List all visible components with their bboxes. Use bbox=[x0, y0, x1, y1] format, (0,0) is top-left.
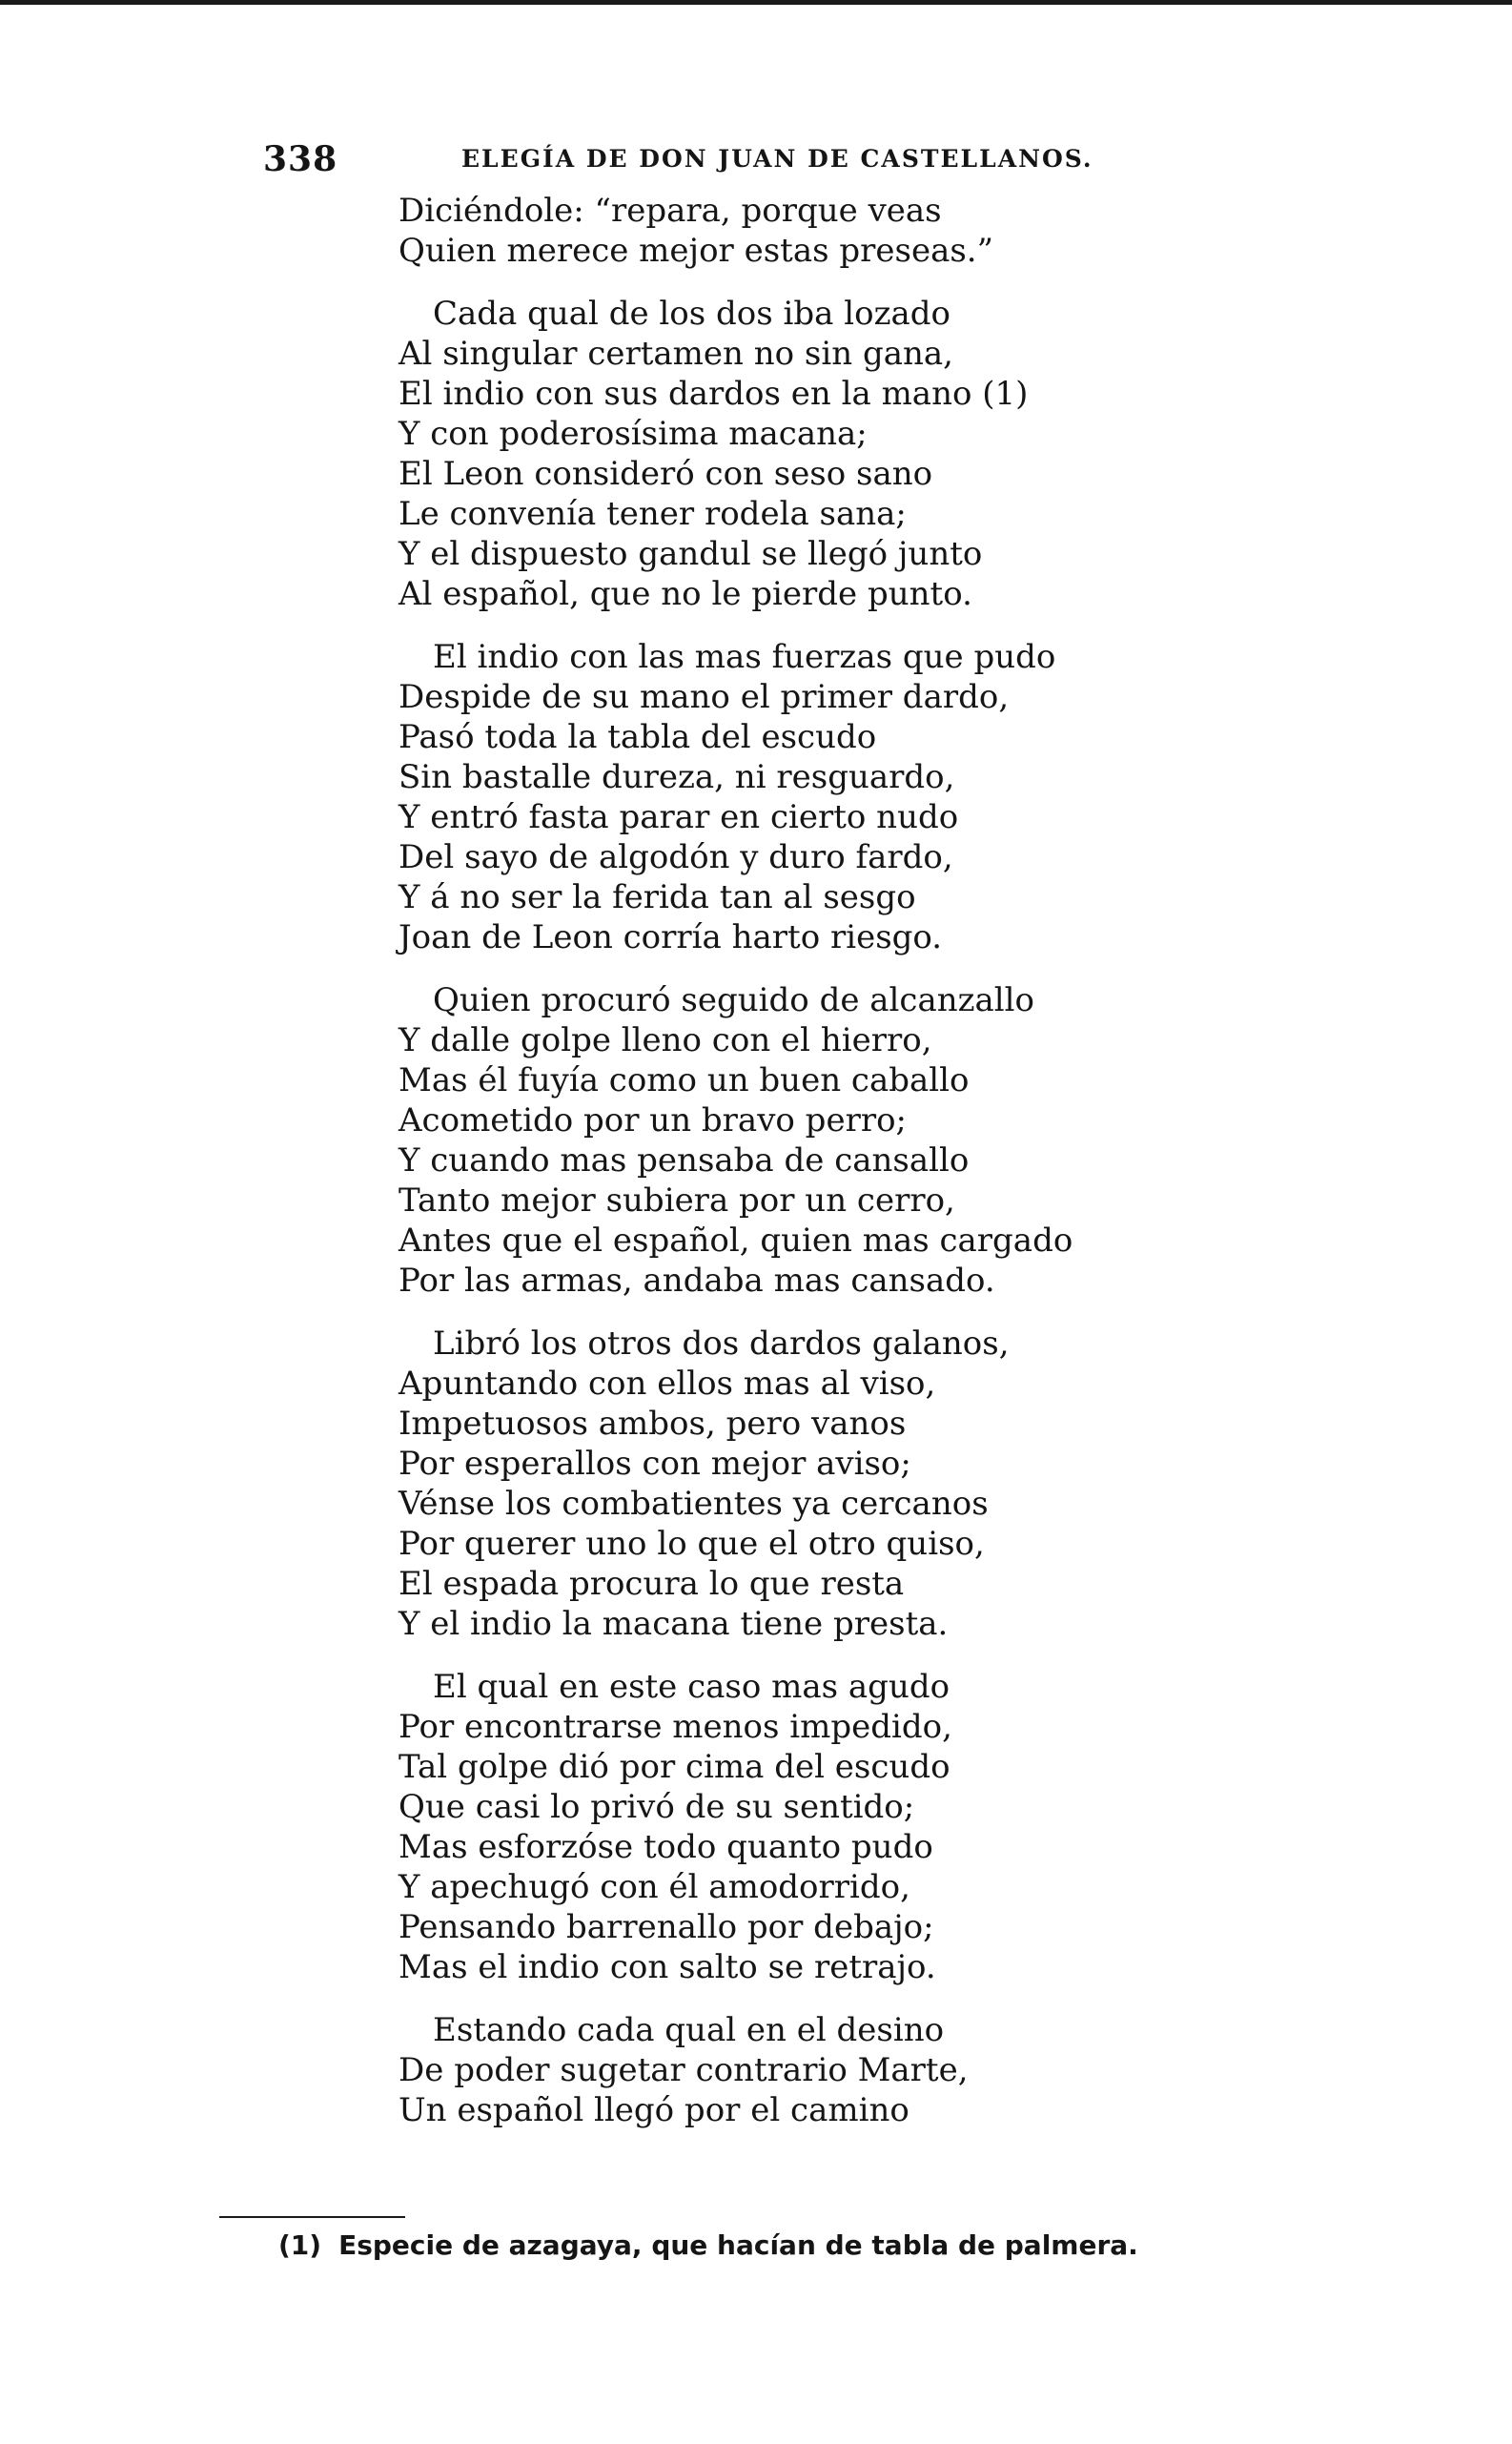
verse-line: Acometido por un bravo perro; bbox=[398, 1101, 907, 1140]
verse-line: Por esperallos con mejor aviso; bbox=[398, 1445, 911, 1483]
verse-line: Quien merece mejor estas preseas.” bbox=[398, 232, 993, 270]
verse-line: Apuntando con ellos mas al viso, bbox=[398, 1365, 936, 1403]
stanza bbox=[398, 294, 1466, 614]
stanza-gap bbox=[398, 271, 1466, 294]
stanza bbox=[398, 637, 1466, 957]
stanza-gap bbox=[398, 1301, 1466, 1324]
verse-line: Quien procuró seguido de alcanzallo bbox=[433, 981, 1035, 1019]
verse-line: Y á no ser la ferida tan al sesgo bbox=[398, 878, 916, 916]
verse-line: Mas él fuyía como un buen caballo bbox=[398, 1061, 970, 1099]
verse-line: Pasó toda la tabla del escudo bbox=[398, 718, 877, 756]
footnote-text: Especie de azagaya, que hacían de tabla de palmera. bbox=[338, 2229, 1138, 2261]
verse-line: Le convenía tener rodela sana; bbox=[398, 495, 907, 533]
verse-line: Mas esforzóse todo quanto pudo bbox=[398, 1828, 933, 1866]
stanza bbox=[398, 1324, 1466, 1644]
stanza bbox=[398, 980, 1466, 1301]
verse-line: Por encontrarse menos impedido, bbox=[398, 1708, 952, 1746]
stanza-gap bbox=[398, 1644, 1466, 1667]
poem-body bbox=[398, 191, 1466, 2130]
verse-line: Y apechugó con él amodorrido, bbox=[398, 1868, 910, 1906]
footnote-marker: (1) bbox=[278, 2229, 322, 2261]
verse-line: Y el indio la macana tiene presta. bbox=[398, 1605, 949, 1643]
verse-line: Antes que el español, quien mas cargado bbox=[398, 1222, 1073, 1260]
footnote bbox=[278, 2222, 1138, 2269]
verse-line: Al español, que no le pierde punto. bbox=[398, 575, 972, 613]
verse-line: Y el dispuesto gandul se llegó junto bbox=[398, 535, 983, 573]
stanza bbox=[398, 191, 1466, 271]
verse-line: Por las armas, andaba mas cansado. bbox=[398, 1262, 995, 1300]
verse-line: El Leon consideró con seso sano bbox=[398, 455, 933, 493]
running-title: ELEGÍA DE DON JUAN DE CASTELLANOS. bbox=[461, 145, 1093, 173]
verse-line: Del sayo de algodón y duro fardo, bbox=[398, 838, 953, 876]
verse-line: Estando cada qual en el desino bbox=[433, 2011, 945, 2049]
verse-line: Despide de su mano el primer dardo, bbox=[398, 678, 1010, 716]
verse-line: De poder sugetar contrario Marte, bbox=[398, 2051, 969, 2089]
stanza-gap bbox=[398, 1987, 1466, 2010]
verse-line: Y dalle golpe lleno con el hierro, bbox=[398, 1021, 932, 1059]
verse-line: Por querer uno lo que el otro quiso, bbox=[398, 1525, 985, 1563]
verse-line: Diciéndole: “repara, porque veas bbox=[398, 192, 942, 230]
stanza bbox=[398, 2010, 1466, 2130]
verse-line: Tanto mejor subiera por un cerro, bbox=[398, 1181, 955, 1220]
verse-line: Mas el indio con salto se retrajo. bbox=[398, 1948, 936, 1986]
page-number: 338 bbox=[263, 139, 338, 179]
stanza bbox=[398, 1667, 1466, 1987]
verse-line: Y con poderosísima macana; bbox=[398, 415, 868, 453]
verse-line: Joan de Leon corría harto riesgo. bbox=[398, 918, 943, 956]
verse-line: El espada procura lo que resta bbox=[398, 1565, 905, 1603]
verse-line: El qual en este caso mas agudo bbox=[433, 1668, 950, 1706]
verse-line: El indio con sus dardos en la mano (1) bbox=[398, 375, 1029, 413]
verse-line: Vénse los combatientes ya cercanos bbox=[398, 1485, 989, 1523]
verse-line: Que casi lo privó de su sentido; bbox=[398, 1788, 915, 1826]
footnote-rule bbox=[219, 2216, 405, 2218]
verse-line: Impetuosos ambos, pero vanos bbox=[398, 1405, 907, 1443]
stanza-gap bbox=[398, 614, 1466, 637]
stanza-gap bbox=[398, 957, 1466, 980]
verse-line: Y entró fasta parar en cierto nudo bbox=[398, 798, 959, 836]
verse-line: Cada qual de los dos iba lozado bbox=[433, 295, 951, 333]
verse-line: El indio con las mas fuerzas que pudo bbox=[433, 638, 1056, 676]
verse-line: Un español llegó por el camino bbox=[398, 2091, 909, 2129]
verse-line: Pensando barrenallo por debajo; bbox=[398, 1908, 934, 1946]
verse-line: Y cuando mas pensaba de cansallo bbox=[398, 1141, 970, 1180]
verse-line: Al singular certamen no sin gana, bbox=[398, 335, 953, 373]
verse-line: Sin bastalle dureza, ni resguardo, bbox=[398, 758, 955, 796]
verse-line: Libró los otros dos dardos galanos, bbox=[433, 1325, 1010, 1363]
page-header bbox=[0, 0, 1512, 191]
verse-line: Tal golpe dió por cima del escudo bbox=[398, 1748, 950, 1786]
